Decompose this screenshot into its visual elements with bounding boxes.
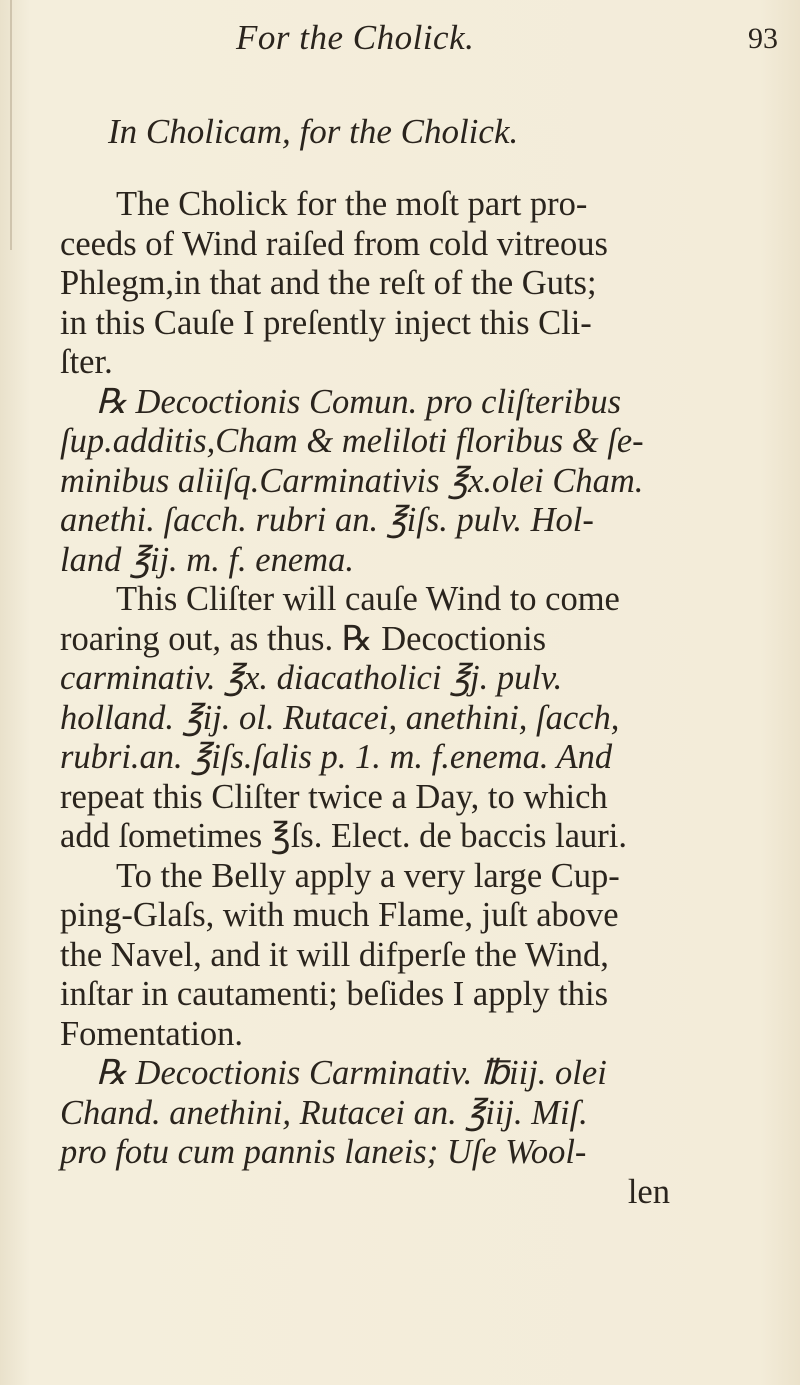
body-text	[60, 185, 740, 1212]
text-line: Phlegm,in that and the reſt of the Guts;	[60, 264, 597, 302]
running-head: For the Cholick.	[236, 18, 475, 57]
recipe-line: minibus aliiſq.Carminativis ℥x.olei Cham.	[60, 461, 644, 500]
text-line: in this Cauſe I preſently inject this Cli-	[60, 303, 592, 342]
section-title: In Cholicam, for the Cholick.	[108, 112, 519, 151]
page-number: 93	[748, 22, 778, 55]
recipe-line: anethi. ſacch. rubri an. ℥iſs. pulv. Hol-	[60, 501, 594, 539]
recipe-line: ℞ Decoctionis Comun. pro cliſteribus	[96, 382, 622, 421]
text-line: roaring out, as thus. ℞ Decoctionis	[60, 619, 547, 658]
catchword: len	[627, 1172, 670, 1211]
recipe-line: land ℥ij. m. f. enema.	[60, 540, 354, 579]
text-line: the Navel, and it will difperſe the Wind,	[60, 935, 609, 974]
text-line: Fomentation.	[60, 1014, 244, 1053]
text-line: To the Belly apply a very large Cup-	[116, 856, 620, 895]
text-line: inſtar in cautamenti; beſides I apply this	[60, 975, 609, 1013]
recipe-line: ſup.additis,Cham & meliloti floribus & ſe-	[60, 422, 644, 460]
text-line: add ſometimes ℥ſs. Elect. de baccis lauri.	[60, 817, 627, 855]
recipe-line: ℞ Decoctionis Carminativ. ℔iij. olei	[96, 1054, 607, 1092]
text-line: ceeds of Wind raiſed from cold vitreous	[60, 224, 608, 263]
recipe-line: holland. ℥ij. ol. Rutacei, anethini, ſacch,	[60, 698, 620, 737]
recipe-line: rubri.an. ℥iſs.ſalis p. 1. m. f.enema. And	[60, 738, 613, 776]
text-line: ping-Glaſs, with much Flame, juſt above	[60, 896, 619, 934]
text-line: This Cliſter will cauſe Wind to come	[116, 580, 620, 618]
text-line: repeat this Cliſter twice a Day, to which	[60, 777, 608, 816]
text-line: ſter.	[60, 343, 113, 381]
recipe-line: pro fotu cum pannis laneis; Uſe Wool-	[60, 1133, 587, 1171]
recipe-line: Chand. anethini, Rutacei an. ℥iij. Miſ.	[60, 1093, 588, 1132]
gutter-shadow	[10, 0, 12, 250]
text-line: The Cholick for the moſt part pro-	[116, 185, 588, 223]
recipe-line: carminativ. ℥x. diacatholici ℥j. pulv.	[60, 659, 563, 697]
